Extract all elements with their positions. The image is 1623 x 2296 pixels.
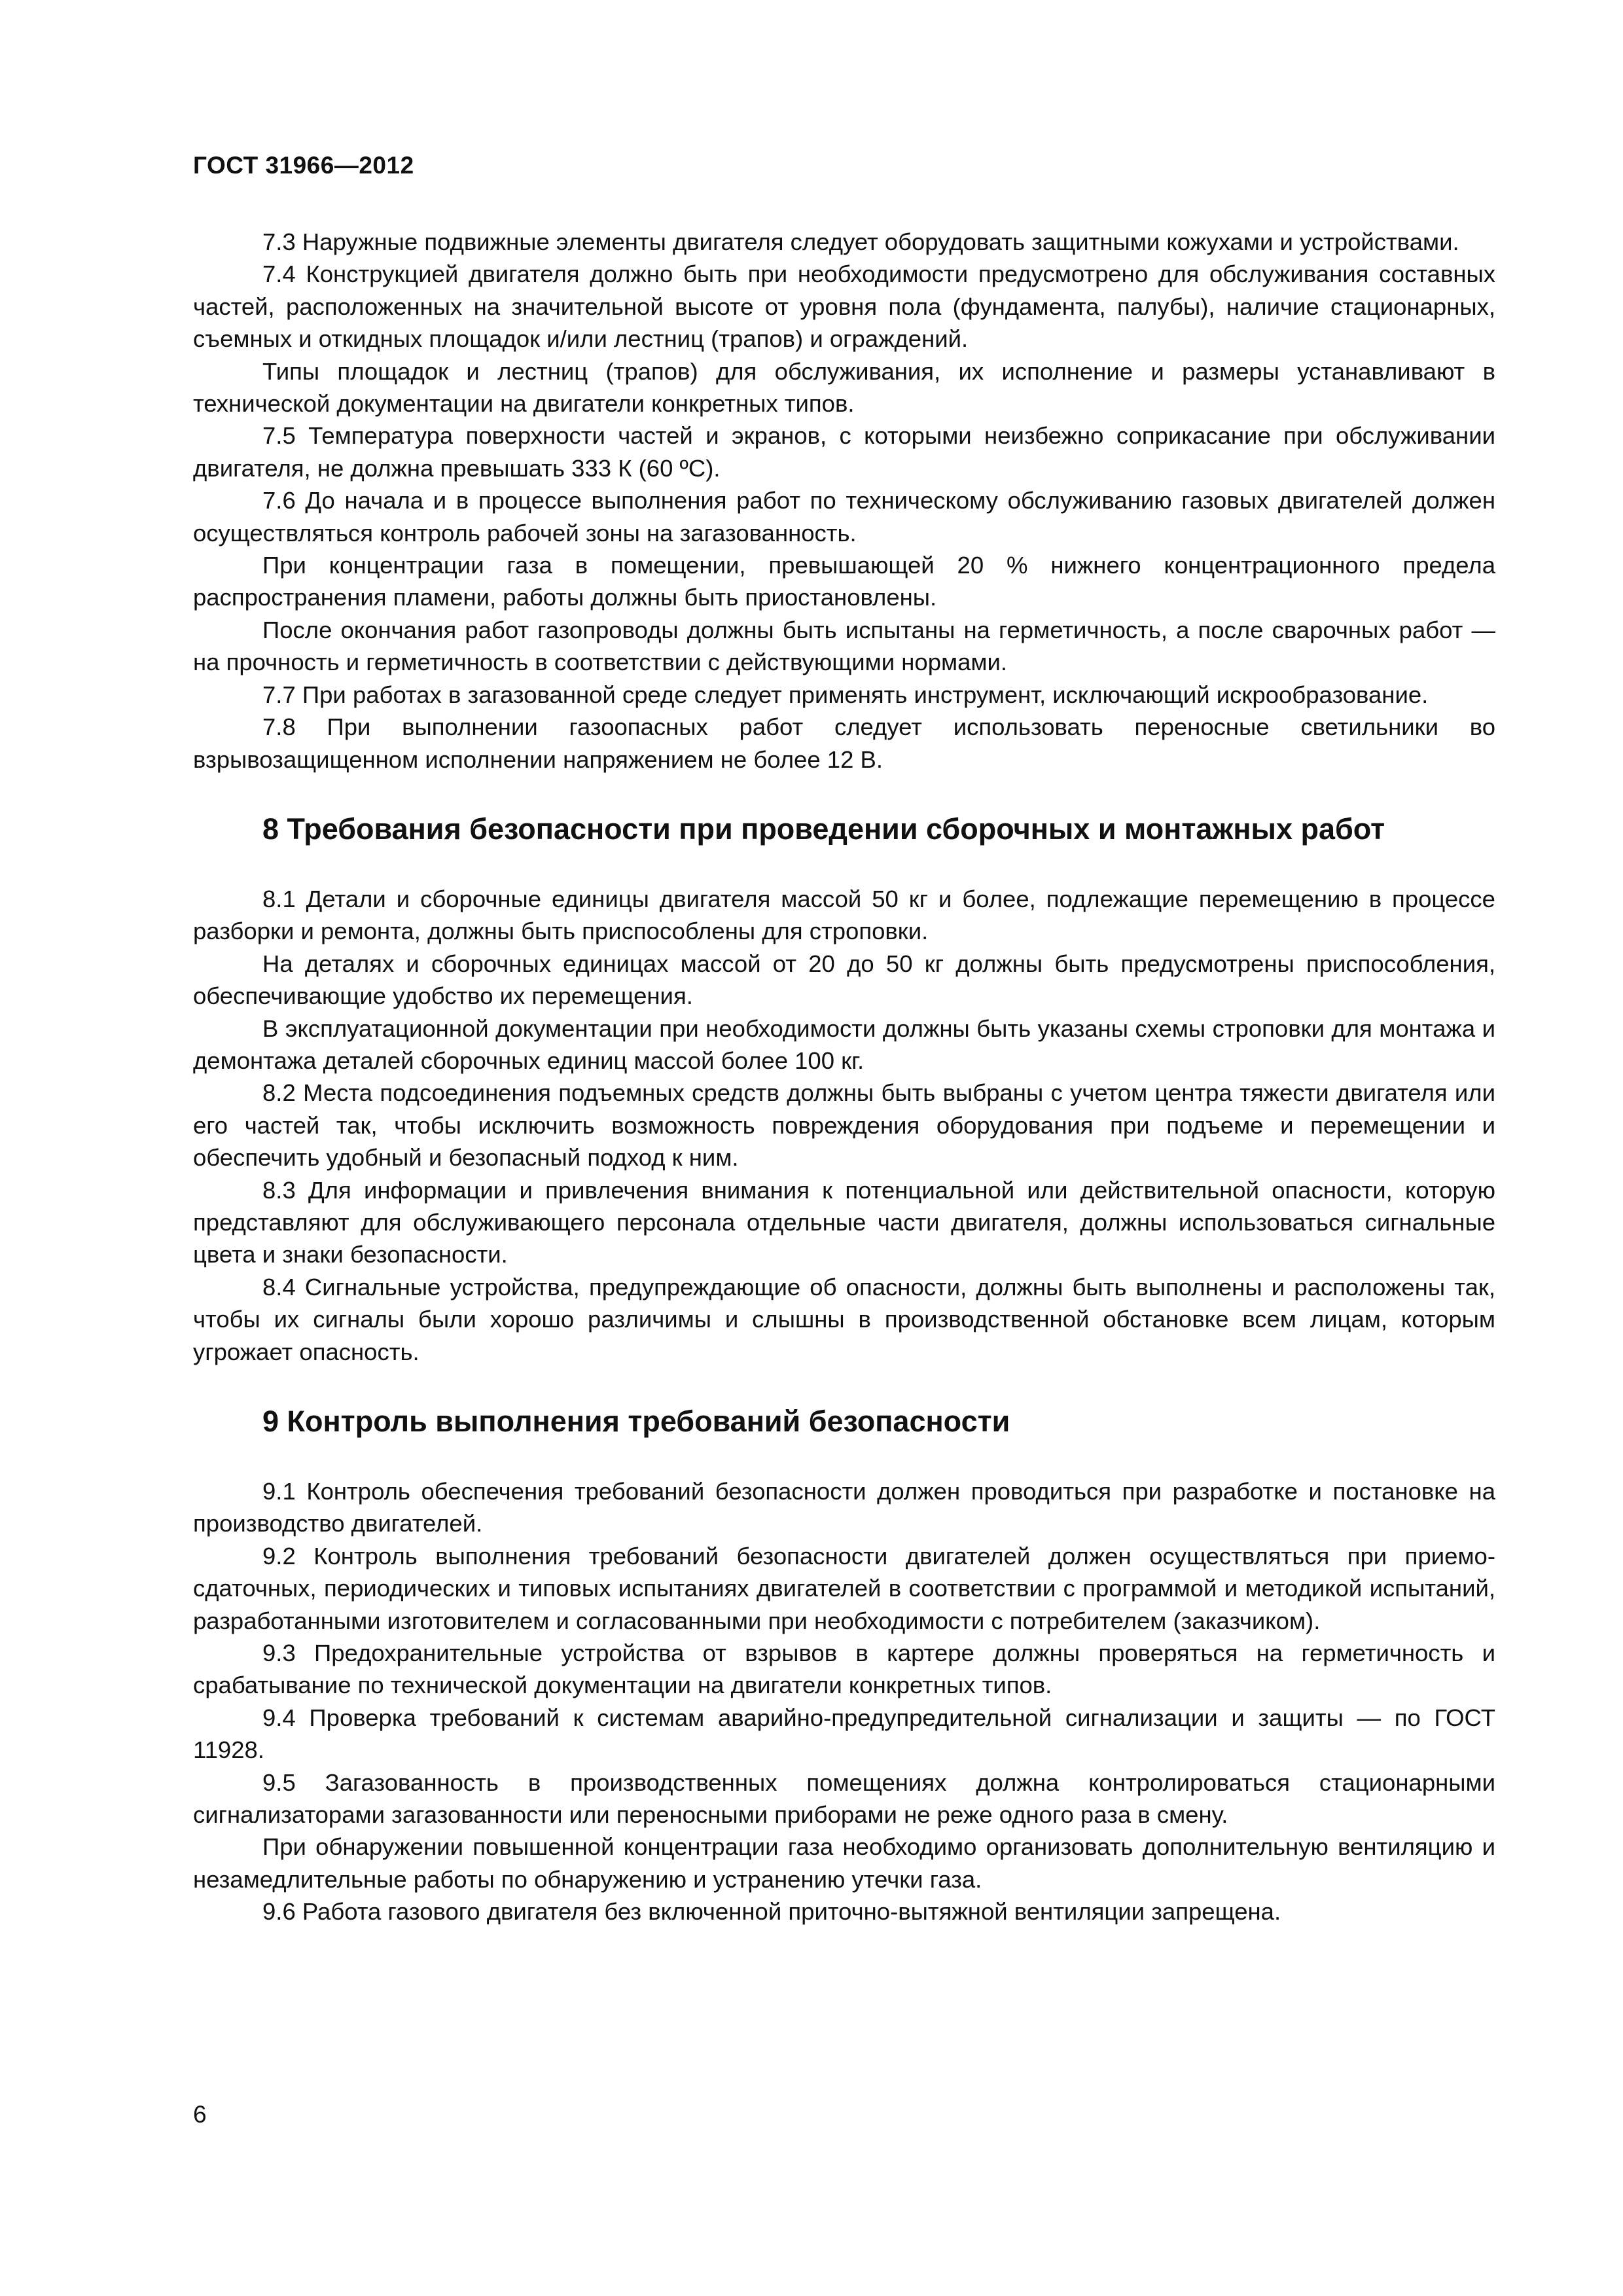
page-number: 6 (193, 2101, 207, 2128)
paragraph-9-6: 9.6 Работа газового двигателя без включенной приточно-вытяжной вентиляции запрещена. (262, 1898, 1281, 1926)
paragraph-9-2: 9.2 Контроль выполнения требований безопасности двигателей должен осуществляться при приемо-сдаточных, периодических и типовых испытаниях двигателей в соответствии с программой и методикой испытаний, разработанными изготовителем и согласованными при необходимости с потребителем (заказчиком). (193, 1542, 1495, 1634)
paragraph-8-1-medium: На деталях и сборочных единицах массой от 20 до 50 кг должны быть предусмотрены приспособления, обеспечивающие удобство их перемещения. (193, 950, 1495, 1010)
section-8-title: 8 Требования безопасности при проведении сборочных и монтажных работ (262, 812, 1385, 846)
document-body (193, 226, 1495, 1928)
paragraph-8-4: 8.4 Сигнальные устройства, предупреждающие об опасности, должны быть выполнены и расположены так, чтобы их сигналы были хорошо различимы и слышны в производственной обстановке всем лицам, которым угрожает опасность. (193, 1273, 1495, 1365)
paragraph-9-5: 9.5 Загазованность в производственных помещениях должна контролироваться стационарными сигнализаторами загазованности или переносными приборами не реже одного раза в смену. (193, 1768, 1495, 1829)
section-9-body (193, 1475, 1495, 1928)
paragraph-9-5-detection: При обнаружении повышенной концентрации газа необходимо организовать дополнительную вентиляцию и незамедлительные работы по обнаружению и устранению утечки газа. (193, 1833, 1495, 1893)
paragraph-7-7: 7.7 При работах в загазованной среде следует применять инструмент, исключающий искрообразование. (262, 681, 1429, 708)
paragraph-7-4: 7.4 Конструкцией двигателя должно быть при необходимости предусмотрено для обслуживания составных частей, расположенных на значительной высоте от уровня пола (фундамента, палубы), наличие стационарных, съемных и откидных площадок и/или лестниц (трапов) и ограждений. (193, 260, 1495, 353)
paragraph-9-4: 9.4 Проверка требований к системам аварийно-предупредительной сигнализации и защиты — по ГОСТ 11928. (193, 1704, 1495, 1764)
paragraph-7-6-pipelines: После окончания работ газопроводы должны быть испытаны на герметичность, а после сварочных работ — на прочность и герметичность в соответствии с действующими нормами. (193, 616, 1495, 676)
standard-header: ГОСТ 31966—2012 (193, 152, 414, 179)
paragraph-9-1: 9.1 Контроль обеспечения требований безопасности должен проводиться при разработке и постановке на производство двигателей. (193, 1478, 1495, 1537)
paragraph-8-1: 8.1 Детали и сборочные единицы двигателя массой 50 кг и более, подлежащие перемещению в процессе разборки и ремонта, должны быть приспособлены для строповки. (193, 885, 1495, 945)
paragraph-7-4-types: Типы площадок и лестниц (трапов) для обслуживания, их исполнение и размеры устанавливают в технической документации на двигатели конкретных типов. (193, 357, 1495, 418)
section-8-body (193, 883, 1495, 1368)
paragraph-7-3: 7.3 Наружные подвижные элементы двигателя следует оборудовать защитными кожухами и устройствами. (262, 228, 1459, 255)
paragraph-8-2: 8.2 Места подсоединения подъемных средств должны быть выбраны с учетом центра тяжести двигателя или его частей так, чтобы исключить возможность повреждения оборудования при подъеме и перемещении и обеспечить удобный и безопасный подход к ним. (193, 1079, 1495, 1172)
paragraph-7-6: 7.6 До начала и в процессе выполнения работ по техническому обслуживанию газовых двигателей должен осуществляться контроль рабочей зоны на загазованность. (193, 487, 1495, 547)
paragraph-7-6-concentration: При концентрации газа в помещении, превышающей 20 % нижнего концентрационного предела распространения пламени, работы должны быть приостановлены. (193, 552, 1495, 611)
paragraph-8-1-docs: В эксплуатационной документации при необходимости должны быть указаны схемы строповки для монтажа и демонтажа деталей сборочных единиц массой более 100 кг. (193, 1014, 1495, 1074)
paragraph-9-3: 9.3 Предохранительные устройства от взрывов в картере должны проверяться на герметичность и срабатывание по технической документации на двигатели конкретных типов. (193, 1640, 1495, 1699)
section-7-body (193, 226, 1495, 776)
paragraph-7-8: 7.8 При выполнении газоопасных работ следует использовать переносные светильники во взрывозащищенном исполнении напряжением не более 12 В. (193, 713, 1495, 773)
section-9-title: 9 Контроль выполнения требований безопасности (262, 1405, 1010, 1438)
paragraph-7-5: 7.5 Температура поверхности частей и экранов, с которыми неизбежно соприкасание при обслуживании двигателя, не должна превышать 333 К (60 ºС). (193, 422, 1495, 482)
paragraph-8-3: 8.3 Для информации и привлечения внимания к потенциальной или действительной опасности, которую представляют для обслуживающего персонала отдельные части двигателя, должны использоваться сигнальные цвета и знаки безопасности. (193, 1176, 1495, 1268)
